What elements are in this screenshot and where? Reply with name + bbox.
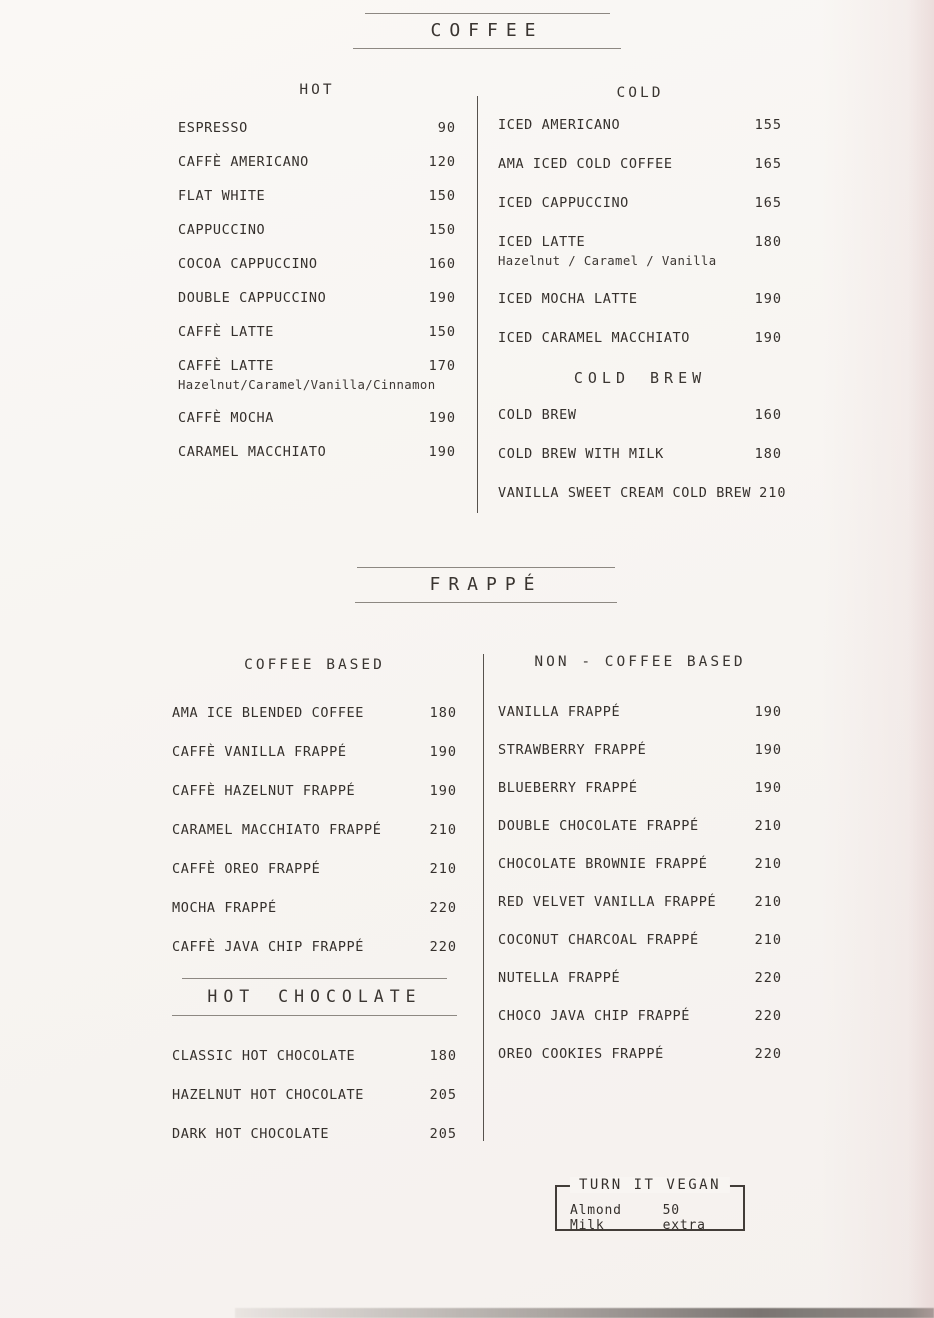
item-name: FLAT WHITE: [178, 188, 266, 204]
hot-chocolate-list: [172, 1048, 457, 1142]
menu-item-line: [172, 1126, 457, 1142]
menu-item-line: [178, 256, 456, 272]
item-price: 210: [429, 861, 457, 877]
divider-line: [355, 602, 617, 603]
menu-item: [172, 1126, 457, 1142]
column-heading-coffee-based: COFFEE BASED: [244, 657, 385, 673]
menu-item: [178, 324, 456, 340]
item-name: MOCHA FRAPPÉ: [172, 900, 277, 916]
item-price: 190: [428, 444, 456, 460]
menu-item: [172, 822, 457, 838]
item-price: 190: [428, 290, 456, 306]
item-price: 190: [754, 742, 782, 758]
coffee-hot-list: [178, 120, 456, 460]
vegan-option-line: [557, 1187, 743, 1233]
menu-item: [172, 744, 457, 760]
coffee-title-block: [352, 13, 622, 49]
menu-item-line: [172, 1087, 457, 1103]
menu-item: [498, 156, 782, 172]
item-price: 190: [754, 291, 782, 307]
frappe-coffee-based-column: [172, 657, 457, 1165]
menu-item: [172, 1087, 457, 1103]
item-price: 155: [754, 117, 782, 133]
menu-item-line: [498, 195, 782, 211]
item-price: 150: [428, 222, 456, 238]
coffee-hot-column: [178, 82, 456, 478]
item-name: COCOA CAPPUCCINO: [178, 256, 318, 272]
menu-item-line: [498, 234, 782, 250]
menu-item-line: [178, 410, 456, 426]
item-price: 180: [754, 234, 782, 250]
column-heading-hot: HOT: [299, 82, 335, 98]
item-name: CAFFÈ VANILLA FRAPPÉ: [172, 744, 347, 760]
item-price: 205: [429, 1126, 457, 1142]
vegan-option-price: 50 extra: [662, 1203, 706, 1233]
menu-item-line: [172, 822, 457, 838]
item-price: 165: [754, 156, 782, 172]
item-name: CARAMEL MACCHIATO: [178, 444, 327, 460]
item-name: AMA ICED COLD COFFEE: [498, 156, 673, 172]
item-price: 210: [754, 856, 782, 872]
item-price: 220: [429, 939, 457, 955]
item-name: COLD BREW: [498, 407, 577, 423]
section-title-coffee: COFFEE: [430, 20, 544, 41]
menu-item: [178, 358, 456, 392]
item-name: ICED CAPPUCCINO: [498, 195, 629, 211]
item-name: DARK HOT CHOCOLATE: [172, 1126, 330, 1142]
menu-item: [498, 932, 782, 948]
frappe-coffee-based-list: [172, 705, 457, 955]
sub-heading-hot-chocolate: HOT CHOCOLATE: [207, 987, 422, 1006]
item-price: 210: [754, 894, 782, 910]
item-name: HAZELNUT HOT CHOCOLATE: [172, 1087, 365, 1103]
menu-item-line: [172, 744, 457, 760]
menu-item: [498, 780, 782, 796]
divider-line: [357, 567, 615, 568]
menu-item-line: [498, 117, 782, 133]
divider-line: [182, 978, 447, 979]
menu-item: [172, 861, 457, 877]
menu-item-line: [172, 783, 457, 799]
item-name: CAFFÈ AMERICANO: [178, 154, 309, 170]
menu-item-line: [498, 446, 782, 462]
item-name: CHOCOLATE BROWNIE FRAPPÉ: [498, 856, 708, 872]
menu-item-line: [498, 1008, 782, 1024]
item-name: RED VELVET VANILLA FRAPPÉ: [498, 894, 717, 910]
item-name: CAFFÈ MOCHA: [178, 410, 275, 426]
menu-item-line: [178, 120, 456, 136]
cold-brew-list: [498, 407, 787, 501]
scan-shadow-strip: [235, 1308, 934, 1318]
menu-item: [498, 742, 782, 758]
menu-item-line: [178, 444, 456, 460]
menu-item-line: [498, 407, 782, 423]
item-price: 150: [428, 188, 456, 204]
vegan-option-name: Almond Milk: [570, 1203, 622, 1233]
item-name: OREO COOKIES FRAPPÉ: [498, 1046, 664, 1062]
hot-chocolate-block: [172, 978, 457, 1142]
item-price: 220: [429, 900, 457, 916]
item-note: Hazelnut / Caramel / Vanilla: [498, 254, 717, 268]
item-name: ESPRESSO: [178, 120, 248, 136]
frappe-non-coffee-list: [498, 704, 782, 1062]
menu-item: [172, 900, 457, 916]
menu-item: [498, 485, 787, 501]
item-price: 190: [754, 330, 782, 346]
menu-item: [498, 195, 782, 211]
menu-item-line: [498, 330, 782, 346]
item-price: 190: [754, 704, 782, 720]
section-title-frappe: FRAPPÉ: [429, 574, 543, 595]
menu-item: [498, 856, 782, 872]
item-name: COCONUT CHARCOAL FRAPPÉ: [498, 932, 699, 948]
item-name: CAFFÈ LATTE: [178, 324, 275, 340]
menu-item-line: [498, 970, 782, 986]
item-price: 120: [428, 154, 456, 170]
item-name: VANILLA FRAPPÉ: [498, 704, 621, 720]
item-name: ICED AMERICANO: [498, 117, 621, 133]
menu-item: [178, 410, 456, 426]
item-price: 220: [754, 1046, 782, 1062]
item-price: 190: [754, 780, 782, 796]
menu-item-line: [498, 485, 787, 501]
menu-item-line: [498, 932, 782, 948]
menu-item: [498, 970, 782, 986]
scan-edge-tint: [908, 0, 934, 1318]
menu-item-line: [172, 861, 457, 877]
item-name: CARAMEL MACCHIATO FRAPPÉ: [172, 822, 382, 838]
item-price: 210: [754, 932, 782, 948]
menu-item: [498, 117, 782, 133]
item-name: ICED LATTE: [498, 234, 586, 250]
item-name: CLASSIC HOT CHOCOLATE: [172, 1048, 356, 1064]
menu-item-line: [498, 291, 782, 307]
menu-item: [178, 222, 456, 238]
item-name: CAFFÈ HAZELNUT FRAPPÉ: [172, 783, 356, 799]
menu-item-line: [178, 188, 456, 204]
menu-item: [178, 154, 456, 170]
menu-item: [498, 894, 782, 910]
item-price: 150: [428, 324, 456, 340]
item-price: 210: [754, 818, 782, 834]
item-name: DOUBLE CHOCOLATE FRAPPÉ: [498, 818, 699, 834]
item-price: 220: [754, 1008, 782, 1024]
item-name: ICED CARAMEL MACCHIATO: [498, 330, 691, 346]
menu-item: [172, 1048, 457, 1064]
menu-item-line: [178, 154, 456, 170]
vegan-box-title: TURN IT VEGAN: [570, 1177, 730, 1193]
item-price: 180: [429, 1048, 457, 1064]
item-name: COLD BREW WITH MILK: [498, 446, 664, 462]
item-price: 190: [429, 744, 457, 760]
menu-item: [172, 783, 457, 799]
item-price: 160: [754, 407, 782, 423]
item-price: 205: [429, 1087, 457, 1103]
menu-item-line: [498, 780, 782, 796]
divider-line: [365, 13, 610, 14]
item-price: 220: [754, 970, 782, 986]
menu-item-line: [498, 856, 782, 872]
item-name: ICED MOCHA LATTE: [498, 291, 638, 307]
item-price: 160: [428, 256, 456, 272]
menu-item-line: [498, 1046, 782, 1062]
item-price: 180: [429, 705, 457, 721]
menu-item: [498, 330, 782, 346]
divider-line: [353, 48, 621, 49]
sub-heading-cold-brew: COLD BREW: [573, 369, 707, 387]
coffee-cold-column: [498, 85, 787, 524]
menu-item: [498, 1046, 782, 1062]
menu-item: [178, 188, 456, 204]
menu-item-line: [178, 324, 456, 340]
item-name: BLUEBERRY FRAPPÉ: [498, 780, 638, 796]
menu-item-line: [172, 939, 457, 955]
menu-item: [498, 234, 782, 268]
menu-item-line: [172, 900, 457, 916]
column-divider: [477, 96, 478, 513]
item-price: 165: [754, 195, 782, 211]
coffee-cold-list: [498, 117, 782, 346]
vegan-option-box: [555, 1177, 745, 1233]
menu-item-line: [178, 358, 456, 374]
menu-item: [498, 818, 782, 834]
item-name: CHOCO JAVA CHIP FRAPPÉ: [498, 1008, 691, 1024]
menu-item: [178, 444, 456, 460]
item-price: 180: [754, 446, 782, 462]
menu-item-line: [498, 156, 782, 172]
menu-item-line: [172, 1048, 457, 1064]
frappe-title-block: [351, 567, 621, 603]
item-name: AMA ICE BLENDED COFFEE: [172, 705, 365, 721]
menu-item: [498, 1008, 782, 1024]
menu-item-line: [178, 222, 456, 238]
menu-item: [178, 120, 456, 136]
item-name: CAFFÈ JAVA CHIP FRAPPÉ: [172, 939, 365, 955]
menu-item-line: [498, 704, 782, 720]
menu-item: [498, 291, 782, 307]
item-note: Hazelnut/Caramel/Vanilla/Cinnamon: [178, 378, 436, 392]
menu-item: [178, 256, 456, 272]
frappe-non-coffee-column: [498, 654, 782, 1084]
menu-item: [498, 704, 782, 720]
item-name: CAFFÈ LATTE: [178, 358, 275, 374]
item-name: STRAWBERRY FRAPPÉ: [498, 742, 647, 758]
menu-item: [172, 939, 457, 955]
item-price: 210: [759, 485, 787, 501]
menu-item-line: [172, 705, 457, 721]
item-name: CAPPUCCINO: [178, 222, 266, 238]
item-price: 190: [428, 410, 456, 426]
item-name: VANILLA SWEET CREAM COLD BREW: [498, 485, 752, 501]
item-price: 170: [428, 358, 456, 374]
menu-item: [172, 705, 457, 721]
item-name: CAFFÈ OREO FRAPPÉ: [172, 861, 321, 877]
column-divider: [483, 654, 484, 1141]
item-price: 90: [437, 120, 456, 136]
menu-item-line: [498, 742, 782, 758]
menu-item-line: [498, 894, 782, 910]
item-name: DOUBLE CAPPUCCINO: [178, 290, 327, 306]
menu-item: [498, 407, 782, 423]
column-heading-cold: COLD: [616, 85, 664, 101]
item-name: NUTELLA FRAPPÉ: [498, 970, 621, 986]
menu-item: [178, 290, 456, 306]
menu-item-line: [498, 818, 782, 834]
menu-item: [498, 446, 782, 462]
item-price: 190: [429, 783, 457, 799]
menu-item-line: [178, 290, 456, 306]
column-heading-non-coffee-based: NON - COFFEE BASED: [534, 654, 746, 670]
item-price: 210: [429, 822, 457, 838]
divider-line: [172, 1015, 457, 1016]
